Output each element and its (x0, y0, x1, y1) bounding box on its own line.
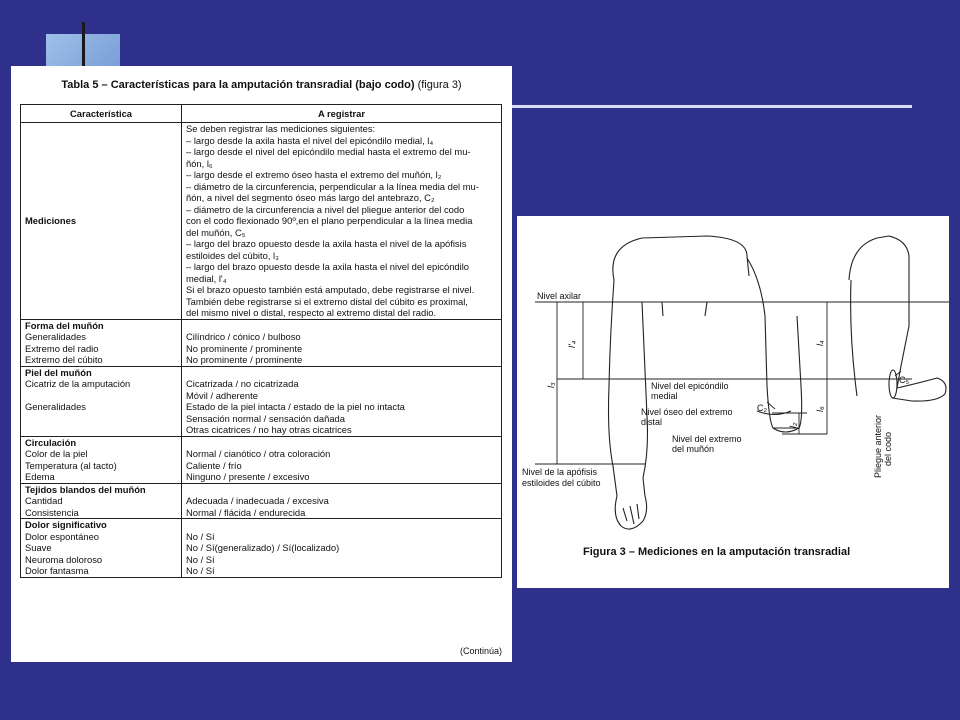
arm-inner-outline (642, 302, 648, 478)
row-value: Otras cicatrices / no hay otras cicatrices (186, 424, 352, 435)
row-value: Adecuada / inadecuada / excesiva (186, 495, 329, 506)
mediciones-line: – diámetro de la circunferencia a nivel del pliegue anterior del codo (186, 203, 465, 215)
mediciones-line: – largo del brazo opuesto desde la axila hasta el nivel del epicóndilo (186, 261, 470, 272)
mediciones-line: – largo desde el extremo óseo hasta el extremo del muñón, l₂ (186, 169, 442, 180)
mediciones-line: – largo del brazo opuesto desde la axila hasta el nivel de la apófisis (186, 238, 467, 249)
amputated-arm (747, 258, 802, 428)
row-label: Generalidades (25, 331, 86, 342)
label-c2: C₂ (757, 403, 767, 413)
table-row-piel (21, 366, 502, 436)
figure-panel (517, 216, 949, 588)
section-title: Circulación (25, 436, 77, 448)
tejidos-labels (21, 483, 182, 519)
arm-measurement-diagram (517, 216, 949, 588)
label-c5: C₅ (899, 375, 910, 385)
row-label: Dolor fantasma (25, 565, 89, 576)
mediciones-line: con el codo flexionado 90º,en el plano perpendicular a la línea media (186, 215, 473, 226)
row-label: Consistencia (25, 506, 79, 518)
mediciones-line: – largo desde el nivel del epicóndilo medial hasta el extremo del mu- (186, 146, 471, 157)
label-l4: l₄ (815, 340, 825, 346)
table-row-tejidos (21, 483, 502, 519)
row-value: Normal / flácida / endurecida (186, 506, 306, 518)
label-munon-1: Nivel del extremo (672, 434, 742, 444)
mediciones-line: medial, l'₄ (186, 272, 227, 284)
label-pliegue-2: del codo (883, 431, 893, 466)
mediciones-label: Mediciones (21, 123, 182, 320)
table-continua: (Continúa) (459, 646, 502, 656)
row-value: No / Sí (186, 565, 215, 576)
table-title (11, 79, 512, 91)
c5-circle (889, 370, 897, 398)
mediciones-line: del mismo nivel o distal, respecto al extremo distal del radio. (186, 307, 437, 318)
mediciones-line: Si el brazo opuesto también está amputado, debe registrarse el nivel. (186, 284, 475, 295)
torso-outline (613, 236, 749, 280)
row-value: Cilíndrico / cónico / bulboso (186, 331, 301, 342)
piel-labels (21, 366, 182, 436)
row-label: Dolor espontáneo (25, 530, 100, 542)
label-munon-2: del muñón (672, 444, 715, 454)
figure-caption: Figura 3 – Mediciones en la amputación transradial (583, 546, 851, 558)
label-l2: l₂ (788, 422, 798, 428)
row-label: Cicatriz de la amputación (25, 378, 131, 389)
row-label: Extremo del radio (25, 342, 99, 354)
decorative-horizontal-line (508, 105, 912, 108)
table-document (11, 66, 512, 662)
row-value: Móvil / adherente (186, 389, 258, 401)
header-a-registrar: A registrar (182, 105, 502, 123)
row-label: Generalidades (25, 401, 86, 412)
label-epicondilo-1: Nivel del epicóndilo (651, 381, 729, 391)
table-header-row (21, 105, 502, 123)
row-label: Temperatura (al tacto) (25, 459, 117, 471)
mediciones-line: También debe registrarse si el extremo distal del cúbito es proximal, (186, 295, 468, 307)
row-label: Cantidad (25, 495, 63, 506)
forma-labels (21, 319, 182, 366)
table-row-mediciones (21, 123, 502, 320)
hand-outline (615, 478, 646, 529)
table-title-main: Tabla 5 – Características para la amputación transradial (bajo codo) (61, 79, 415, 91)
label-apofisis-2: estiloides del cúbito (522, 478, 601, 488)
row-value: Caliente / frío (186, 459, 242, 471)
dolor-labels (21, 519, 182, 578)
table-title-ref: (figura 3) (417, 79, 462, 91)
row-label: Neuroma doloroso (25, 553, 103, 565)
row-value: No / Sí(generalizado) / Sí(localizado) (186, 542, 340, 553)
table-row-circulacion (21, 436, 502, 483)
mediciones-line: – largo desde la axila hasta el nivel del epicóndilo medial, l₄ (186, 134, 434, 146)
label-pliegue-1: Pliegue anterior (873, 414, 883, 478)
row-value: No / Sí (186, 553, 215, 565)
mediciones-line: ñón, a nivel del segmento óseo más largo del antebrazo, C₂ (186, 192, 435, 203)
piel-values (182, 366, 502, 436)
label-l4-prime: l'₄ (567, 340, 577, 348)
row-value: Estado de la piel intacta / estado de la piel no intacta (186, 401, 405, 412)
forma-values (182, 319, 502, 366)
section-title: Piel del muñón (25, 366, 92, 378)
dolor-values (182, 519, 502, 578)
torso-inner (662, 302, 707, 316)
row-label: Edema (25, 471, 55, 482)
side-view-outline (849, 236, 946, 401)
section-title: Dolor significativo (25, 519, 107, 530)
label-epicondilo-2: medial (651, 391, 678, 401)
row-value: Cicatrizada / no cicatrizada (186, 378, 299, 389)
label-oseo-2: distal (641, 417, 663, 427)
mediciones-line: – diámetro de la circunferencia, perpendicular a la línea media del mu- (186, 180, 479, 192)
mediciones-values (182, 123, 502, 320)
label-nivel-axilar: Nivel axilar (537, 291, 582, 301)
circulacion-values (182, 436, 502, 483)
finger-lines (623, 504, 639, 524)
row-value: No prominente / prominente (186, 354, 303, 365)
label-oseo-1: Nivel óseo del extremo (641, 407, 733, 417)
row-value: Ninguno / presente / excesivo (186, 471, 310, 482)
row-label: Extremo del cúbito (25, 354, 103, 365)
mediciones-line: del muñón, C₅ (186, 226, 246, 238)
characteristics-table (20, 104, 502, 578)
row-label: Color de la piel (25, 448, 88, 459)
table-row-forma (21, 319, 502, 366)
row-value: No / Sí (186, 530, 215, 542)
circulacion-labels (21, 436, 182, 483)
table-row-dolor (21, 519, 502, 578)
section-title: Forma del muñón (25, 319, 104, 331)
label-l6: l₆ (815, 406, 825, 412)
header-caracteristica: Característica (21, 105, 182, 123)
tejidos-values (182, 483, 502, 519)
section-title: Tejidos blandos del muñón (25, 483, 146, 495)
mediciones-line: Se deben registrar las mediciones siguientes: (186, 123, 376, 134)
row-label: Suave (25, 542, 52, 553)
mediciones-line: ñón, l₆ (186, 157, 213, 169)
mediciones-line: estiloides del cúbito, l₃ (186, 249, 279, 261)
row-value: Normal / cianótico / otra coloración (186, 448, 331, 459)
label-l3: l₃ (546, 382, 556, 388)
label-apofisis-1: Nivel de la apófisis (522, 467, 598, 477)
row-value: No prominente / prominente (186, 342, 303, 354)
row-value: Sensación normal / sensación dañada (186, 412, 345, 424)
